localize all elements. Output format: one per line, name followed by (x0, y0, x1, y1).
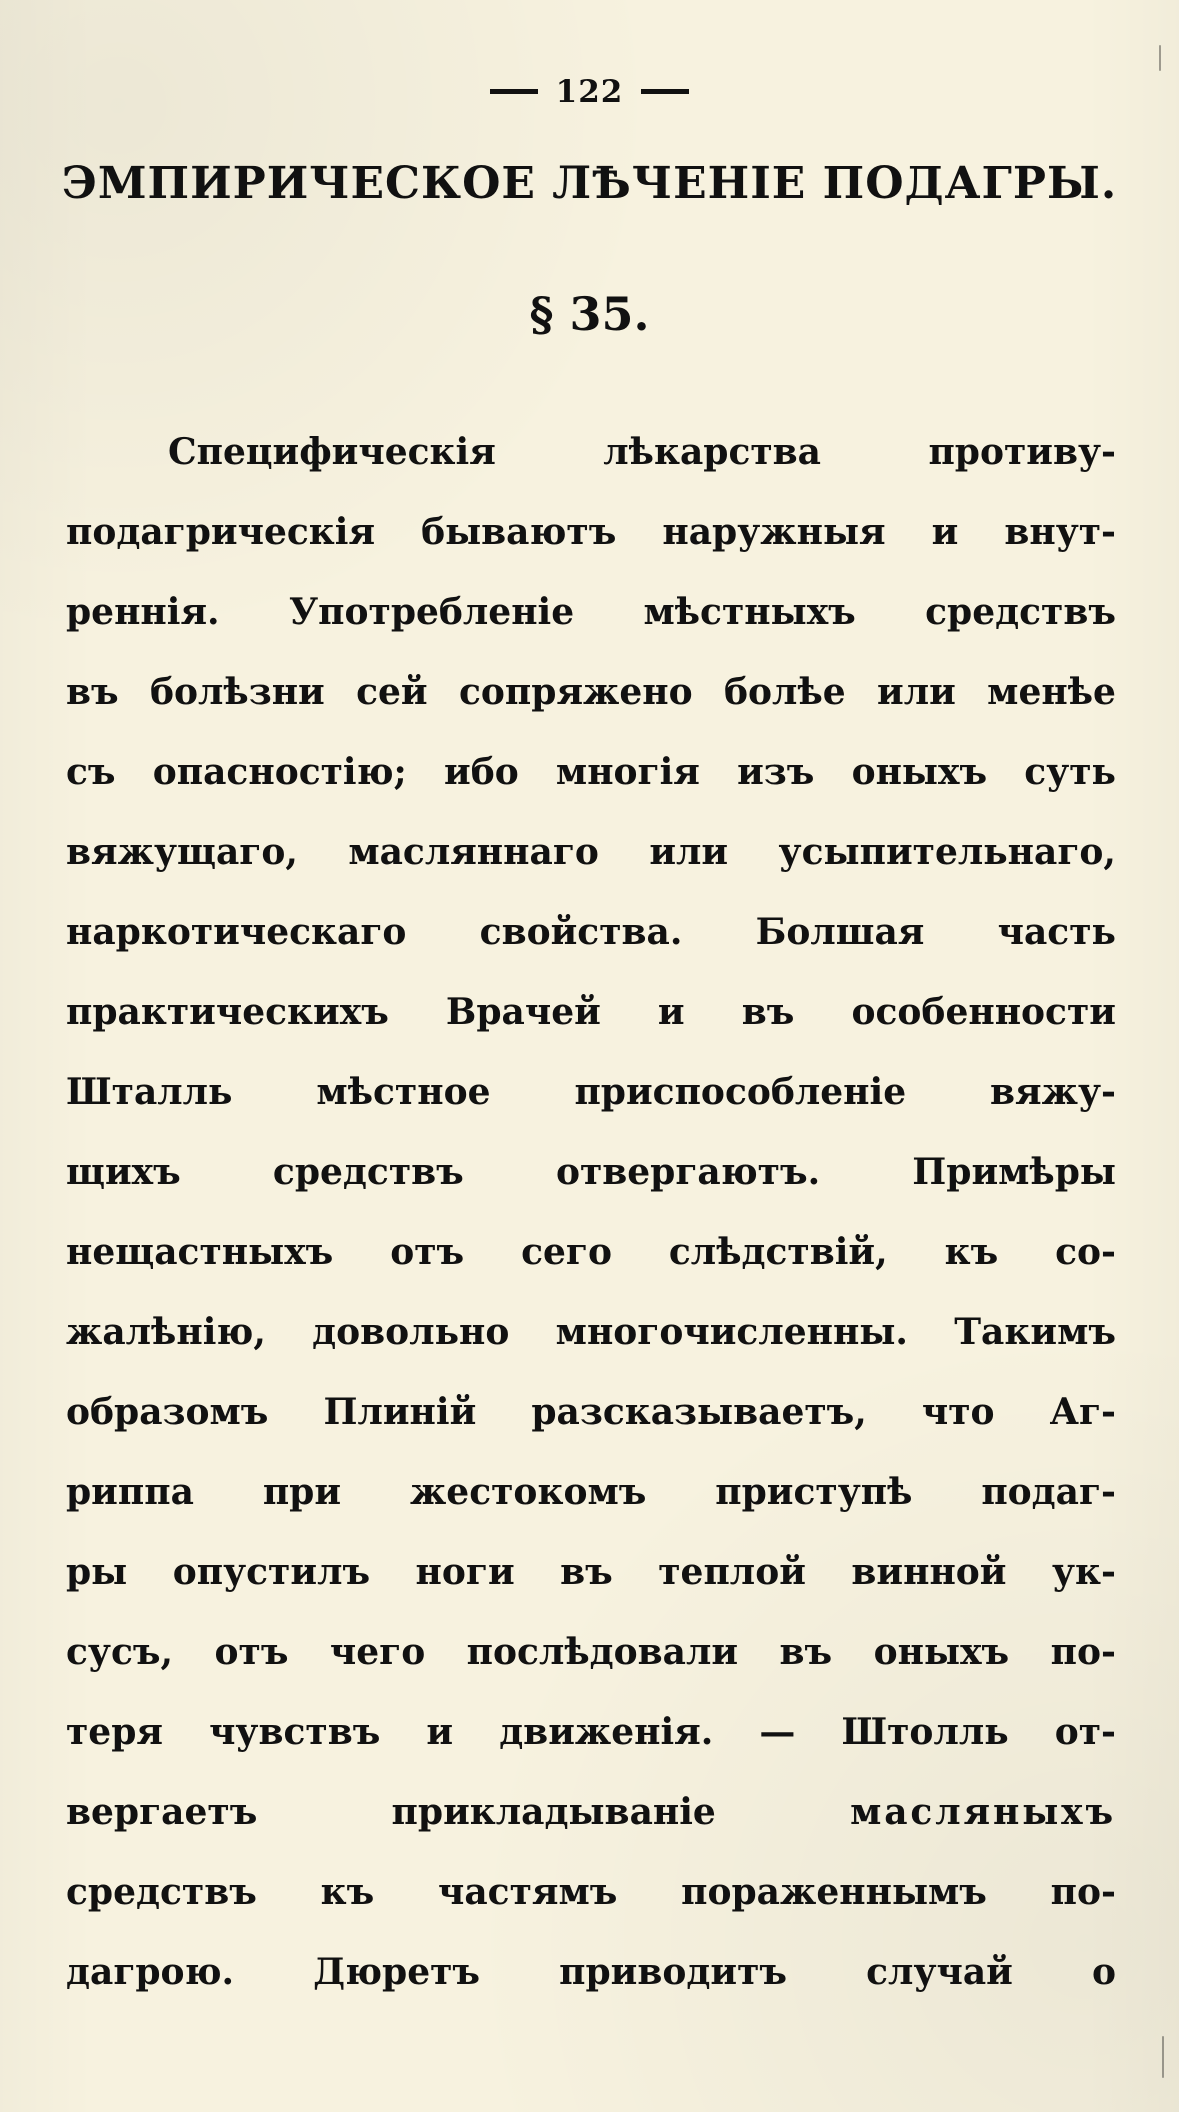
text-word: менѣе (987, 671, 1116, 713)
scan-edge-mark (1162, 2036, 1164, 2078)
text-line (66, 1532, 1116, 1612)
text-word: сопряжено (459, 671, 693, 713)
text-line (66, 812, 1116, 892)
page-number-text: 122 (555, 74, 624, 110)
text-word: движенія. (499, 1711, 714, 1753)
text-word: реннія. (66, 591, 220, 633)
text-word: Аг- (1049, 1391, 1116, 1433)
text-word: въ (779, 1631, 833, 1673)
text-word: Врачей (445, 991, 601, 1033)
text-word: подагрическія (66, 511, 376, 553)
text-word: дагрою. (66, 1951, 235, 1993)
text-word: внут- (1004, 511, 1116, 553)
text-word: со- (1055, 1231, 1116, 1273)
text-word: въ (66, 671, 119, 713)
text-word: сей (356, 671, 428, 713)
text-word: масляннаго (348, 831, 599, 873)
text-word: къ (944, 1231, 999, 1273)
text-word: пораженнымъ (681, 1871, 987, 1913)
text-word: противу- (928, 431, 1116, 473)
text-word: Дюретъ (313, 1951, 481, 1993)
text-line (66, 1132, 1116, 1212)
text-word: Штолль (841, 1711, 1009, 1753)
text-line (66, 892, 1116, 972)
text-word: приспособленіе (574, 1071, 907, 1113)
text-word: отвергаютъ. (555, 1151, 821, 1193)
text-word: сусъ, (66, 1631, 174, 1673)
text-word: усыпительнаго, (778, 831, 1116, 873)
text-word: при (262, 1471, 342, 1513)
text-word: разсказываетъ, (531, 1391, 867, 1433)
text-word: наружныя (662, 511, 886, 553)
text-line (66, 1292, 1116, 1372)
text-word: ры (66, 1551, 128, 1593)
text-word: что (921, 1391, 995, 1433)
text-word: нещастныхъ (66, 1231, 334, 1273)
text-word: Примѣры (912, 1151, 1116, 1193)
text-word: наркотическаго (66, 911, 407, 953)
text-word: съ (66, 751, 116, 793)
text-word: отъ (214, 1631, 289, 1673)
text-word: суть (1024, 751, 1116, 793)
text-word: чувствъ (209, 1711, 381, 1753)
chapter-title: ЭМПИРИЧЕСКОЕ ЛѢЧЕНІЕ ПОДАГРЫ. (61, 158, 1118, 209)
text-word: мѣстныхъ (643, 591, 856, 633)
text-word: подаг- (981, 1471, 1116, 1513)
text-word: или (649, 831, 729, 873)
text-word: средствъ (66, 1871, 257, 1913)
text-word: от- (1054, 1711, 1116, 1753)
body-text (66, 412, 1116, 2012)
page-number (0, 74, 1179, 110)
text-line (66, 572, 1116, 652)
text-word: жалѣнію, (66, 1311, 266, 1353)
text-word: Плиній (323, 1391, 477, 1433)
text-word: Болшая (755, 911, 925, 953)
text-line (66, 1932, 1116, 2012)
text-word: послѣдовали (466, 1631, 739, 1673)
text-word: жестокомъ (409, 1471, 647, 1513)
text-line (66, 1212, 1116, 1292)
text-word: средствъ (925, 591, 1116, 633)
text-word: оныхъ (851, 751, 988, 793)
text-word: мѣстное (316, 1071, 491, 1113)
text-word: слѣдствій, (668, 1231, 888, 1273)
text-word: Такимъ (954, 1311, 1116, 1353)
text-word: въ (560, 1551, 613, 1593)
text-word: теплой (658, 1551, 806, 1593)
text-word: многочисленны. (555, 1311, 908, 1353)
text-word: Употребленіе (288, 591, 575, 633)
section-number: § 35. (529, 287, 650, 341)
text-word: сего (521, 1231, 612, 1273)
text-word: въ (741, 991, 795, 1033)
text-word: опасностію; (152, 751, 407, 793)
text-word: практическихъ (66, 991, 389, 1033)
text-word: — (759, 1711, 796, 1753)
text-word: вергаетъ (66, 1791, 258, 1833)
text-word: или (877, 671, 956, 713)
text-word: риппа (66, 1471, 194, 1513)
text-word: и (657, 991, 685, 1033)
text-word: образомъ (66, 1391, 269, 1433)
text-line (66, 1692, 1116, 1772)
text-word: масляныхъ (850, 1791, 1116, 1833)
text-line (66, 1052, 1116, 1132)
page-number-right-rule (641, 89, 689, 94)
text-word: многія (555, 751, 700, 793)
text-word: болѣзни (150, 671, 325, 713)
text-word: случай (866, 1951, 1013, 1993)
text-line (66, 1452, 1116, 1532)
text-line (66, 1372, 1116, 1452)
text-word: лѣкарства (603, 431, 822, 473)
text-word: по- (1050, 1871, 1116, 1913)
text-line (66, 1852, 1116, 1932)
text-word: отъ (390, 1231, 465, 1273)
text-line (66, 1612, 1116, 1692)
text-word: винной (851, 1551, 1007, 1593)
text-word: и (931, 511, 959, 553)
text-word: болѣе (724, 671, 846, 713)
text-line (66, 412, 1116, 492)
text-word: ноги (415, 1551, 515, 1593)
text-word: Шталль (66, 1071, 233, 1113)
text-word: о (1091, 1951, 1116, 1993)
text-word: къ (320, 1871, 375, 1913)
text-word: бываютъ (421, 511, 617, 553)
text-word: частямъ (437, 1871, 618, 1913)
text-word: щихъ (66, 1151, 181, 1193)
text-word: опустилъ (172, 1551, 371, 1593)
text-word: часть (997, 911, 1116, 953)
text-word: приступѣ (715, 1471, 913, 1513)
text-word: оныхъ (873, 1631, 1010, 1673)
text-word: Специфическія (168, 431, 496, 473)
text-word: по- (1050, 1631, 1116, 1673)
page-number-left-rule (490, 89, 538, 94)
text-word: изъ (737, 751, 815, 793)
text-word: прикладываніе (391, 1791, 716, 1833)
text-word: и (426, 1711, 454, 1753)
text-line (66, 492, 1116, 572)
text-line (66, 732, 1116, 812)
text-word: вяжу- (990, 1071, 1116, 1113)
text-word: приводитъ (559, 1951, 788, 1993)
text-line (66, 652, 1116, 732)
text-word: довольно (312, 1311, 510, 1353)
text-line (66, 972, 1116, 1052)
text-word: свойства. (479, 911, 683, 953)
text-word: теря (66, 1711, 163, 1753)
text-word: вяжущаго, (66, 831, 298, 873)
text-word: особенности (851, 991, 1116, 1033)
text-word: средствъ (272, 1151, 464, 1193)
scan-edge-mark (1159, 45, 1161, 71)
text-word: ибо (444, 751, 519, 793)
text-word: ук- (1051, 1551, 1116, 1593)
text-line (66, 1772, 1116, 1852)
text-word: чего (329, 1631, 426, 1673)
